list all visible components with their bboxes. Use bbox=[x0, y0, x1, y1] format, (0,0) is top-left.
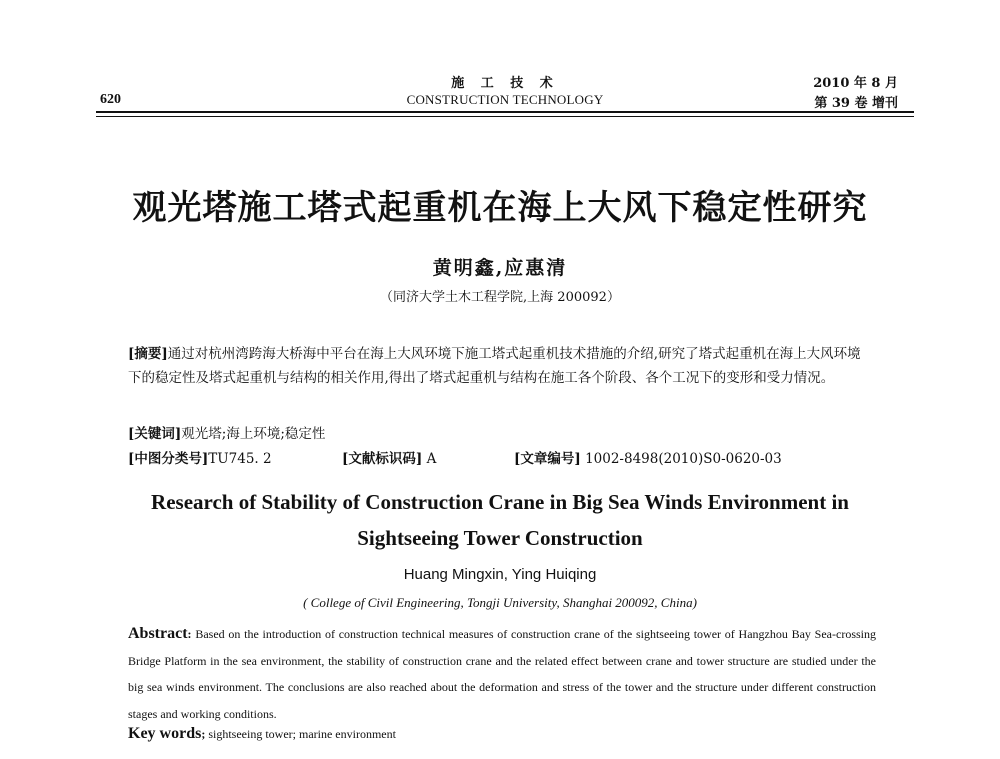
abstract-cn bbox=[128, 342, 874, 390]
authors-en: Huang Mingxin, Ying Huiqing bbox=[403, 566, 597, 583]
title-en-line-1: Research of Stability of Construction Crane in Big Sea Winds Environment in bbox=[151, 490, 849, 514]
keywords-en: Key words; sightseeing tower; marine environment bbox=[128, 725, 396, 742]
document-code bbox=[342, 447, 436, 467]
keywords-cn-label: [关键词] bbox=[128, 426, 182, 442]
affiliation-en: ( College of Civil Engineering, Tongji University, Shanghai 200092, China) bbox=[303, 595, 697, 610]
abstract-cn-label: [摘要] bbox=[128, 346, 168, 362]
clc-value: TU745. 2 bbox=[208, 451, 272, 467]
doc-code-label: [文献标识码] bbox=[342, 451, 423, 467]
clc-number bbox=[128, 447, 272, 467]
article-id-value: 1002-8498(2010)S0-0620-03 bbox=[585, 451, 782, 467]
authors-cn: 黄明鑫,应惠清 bbox=[432, 257, 568, 279]
abstract-en-text: Based on the introduction of construction technical measures of construction crane of the sightseeing tower of Hangzhou Bay Sea-crossing Bridge Platform in the sea environment, the stability of construction crane and the related effect between crane and tower structure are studied under the big sea winds environment. The conclusions are also reached about the deformation and stress of the tower and the structure under different construction stages and working conditions. bbox=[128, 627, 876, 721]
abstract-en: Abstract: Based on the introduction of construction technical measures of construction crane of the sightseeing tower of Hangzhou Bay Sea-crossing Bridge Platform in the sea environment, the stability of construction crane and the related effect between crane and tower structure are studied under the big sea winds environment. The conclusions are also reached about the deformation and stress of the tower and the structure under different construction stages and working conditions. bbox=[128, 625, 876, 721]
classification-row bbox=[128, 447, 874, 467]
keywords-cn bbox=[128, 422, 325, 442]
journal-header bbox=[96, 64, 914, 124]
page-number: 620 bbox=[100, 92, 121, 107]
article-title-cn: 观光塔施工塔式起重机在海上大风下稳定性研究 bbox=[132, 188, 868, 228]
affiliation-cn: （同济大学土木工程学院,上海 200092） bbox=[380, 290, 620, 305]
keywords-en-text: sightseeing tower; marine environment bbox=[208, 727, 396, 741]
abstract-en-label: Abstract bbox=[128, 625, 188, 642]
keywords-en-label: Key words bbox=[128, 725, 202, 742]
header-rule-thin bbox=[96, 116, 914, 117]
journal-name-en: CONSTRUCTION TECHNOLOGY bbox=[406, 92, 604, 107]
keywords-cn-text: 观光塔;海上环境;稳定性 bbox=[181, 426, 326, 442]
article-id bbox=[514, 447, 782, 467]
issue-volume: 第 39 卷 增刊 bbox=[814, 96, 898, 111]
journal-name-cn: 施 工 技 术 bbox=[451, 76, 559, 91]
title-en-line-2: Sightseeing Tower Construction bbox=[357, 526, 643, 550]
clc-label: [中图分类号] bbox=[128, 451, 209, 467]
article-id-label: [文章编号] bbox=[514, 451, 581, 467]
doc-code-value: A bbox=[426, 451, 437, 467]
abstract-cn-text: 通过对杭州湾跨海大桥海中平台在海上大风环境下施工塔式起重机技术措施的介绍,研究了塔式起重机在海上大风环境下的稳定性及塔式起重机与结构的相关作用,得出了塔式起重机与结构在施工各个阶段、各个工况下的变形和受力情况。 bbox=[128, 346, 861, 386]
header-rule-thick bbox=[96, 111, 914, 113]
article-title-en bbox=[0, 484, 1000, 556]
issue-date: 2010 年 8 月 bbox=[813, 76, 898, 91]
